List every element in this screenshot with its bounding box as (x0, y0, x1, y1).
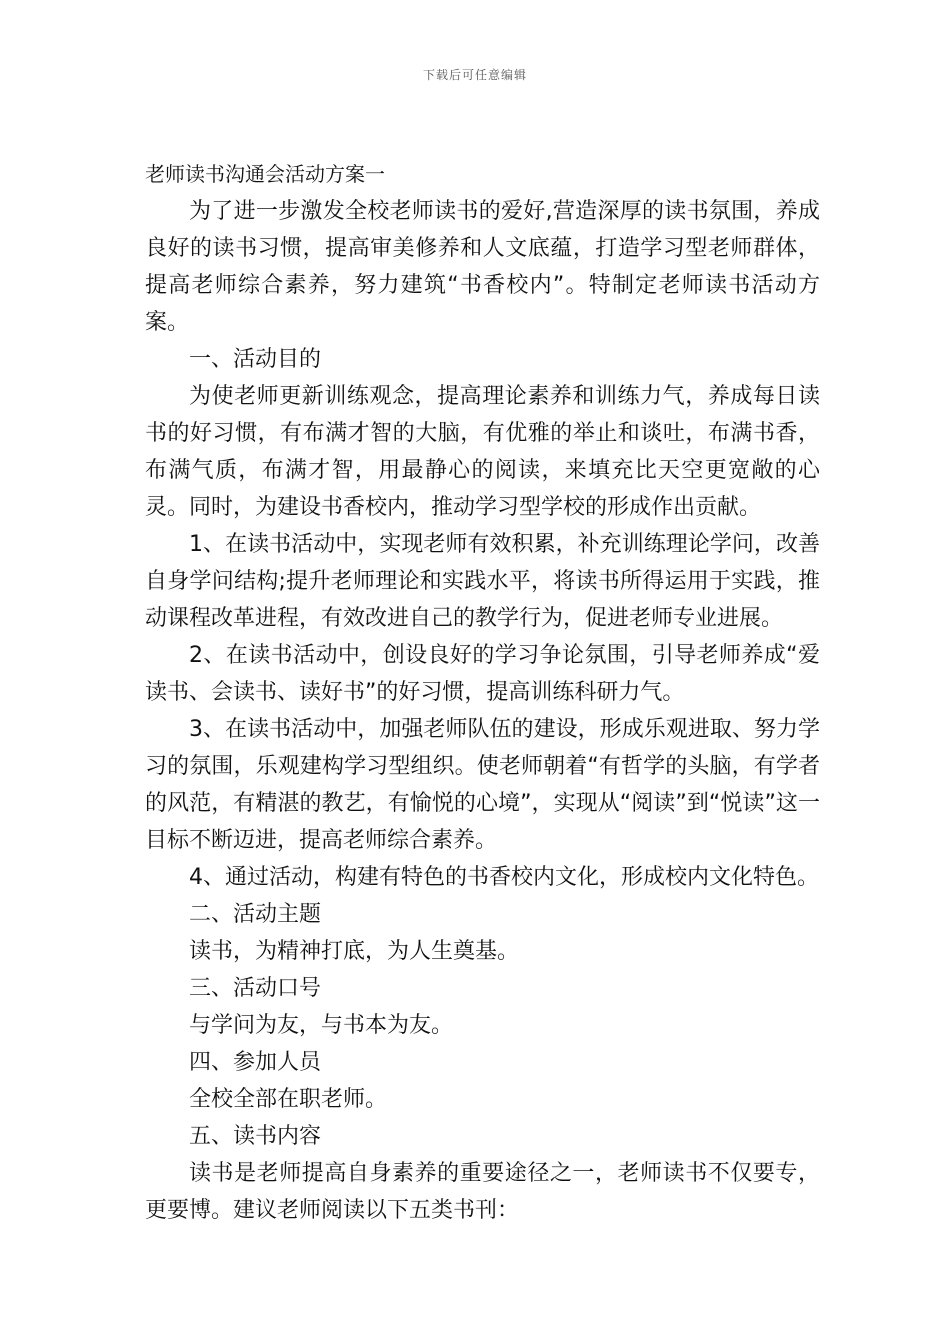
section-heading-slogan: 三、活动口号 (189, 976, 322, 1001)
list-item-1: 1、在读书活动中，实现老师有效积累，补充训练理论学问，改善自身学问结构;提升老师理论和实践水平，将读书所得运用于实践，推动课程改革进程，有效改进自己的教学行为，促进老师专业进展。 (145, 532, 820, 631)
document-title: 老师读书沟通会活动方案一 (145, 162, 385, 186)
list-item-4: 4、通过活动，构建有特色的书香校内文化，形成校内文化特色。 (189, 865, 819, 890)
page-header: 下载后可任意编辑 (422, 68, 527, 82)
list-item-3: 3、在读书活动中，加强老师队伍的建设，形成乐观进取、努力学习的氛围，乐观建构学习型组织。使老师朝着“有哲学的头脑，有学者的风范，有精湛的教艺，有愉悦的心境”，实现从“阅读”到“悦读”这一目标不断迈进，提高老师综合素养。 (145, 717, 820, 853)
paragraph-content: 读书是老师提高自身素养的重要途径之一，老师读书不仅要专，更要博。建议老师阅读以下五类书刊： (145, 1161, 820, 1223)
paragraph-theme: 读书，为精神打底，为人生奠基。 (189, 939, 520, 964)
document-body (145, 193, 820, 1229)
section-heading-purpose: 一、活动目的 (189, 347, 322, 372)
paragraph-purpose: 为使老师更新训练观念，提高理论素养和训练力气，养成每日读书的好习惯，有布满才智的大脑，有优雅的举止和谈吐，布满书香，布满气质，布满才智，用最静心的阅读，来填充比天空更宽敞的心灵。同时，为建设书香校内，推动学习型学校的形成作出贡献。 (145, 384, 820, 520)
section-heading-participants: 四、参加人员 (189, 1050, 322, 1075)
paragraph-slogan: 与学问为友，与书本为友。 (189, 1013, 454, 1038)
list-item-2: 2、在读书活动中，创设良好的学习争论氛围，引导老师养成“爱读书、会读书、读好书”的好习惯，提高训练科研力气。 (145, 643, 820, 705)
section-heading-theme: 二、活动主题 (189, 902, 322, 927)
paragraph-participants: 全校全部在职老师。 (189, 1087, 388, 1112)
section-heading-content: 五、读书内容 (189, 1124, 322, 1149)
paragraph-intro: 为了进一步激发全校老师读书的爱好,营造深厚的读书氛围，养成良好的读书习惯，提高审美修养和人文底蕴，打造学习型老师群体，提高老师综合素养，努力建筑“书香校内”。特制定老师读书活动方案。 (145, 199, 820, 335)
